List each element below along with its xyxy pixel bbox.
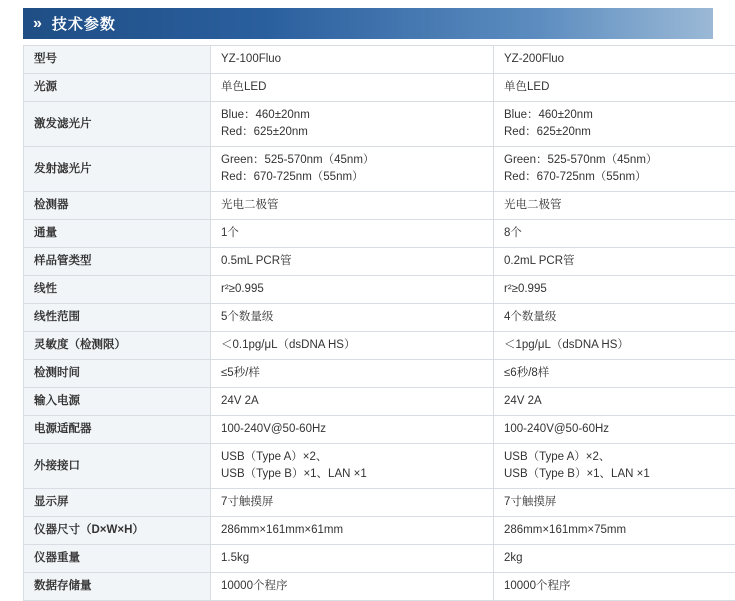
table-row (24, 192, 735, 220)
spec-value-cell-2 (494, 360, 735, 388)
table-row (24, 220, 735, 248)
spec-value-cell-1 (211, 489, 494, 517)
table-row (24, 444, 735, 489)
spec-value-cell-1 (211, 304, 494, 332)
spec-value-line: 0.2mL PCR管 (504, 253, 735, 270)
spec-value-cell-1 (211, 573, 494, 601)
specifications-table (23, 45, 735, 601)
spec-value-line: 24V 2A (504, 393, 735, 410)
spec-value-line: 单色LED (221, 79, 483, 96)
spec-value-cell-2 (494, 489, 735, 517)
spec-value-line: 100-240V@50-60Hz (221, 421, 483, 438)
spec-value-cell-2 (494, 220, 735, 248)
spec-value-cell-1 (211, 74, 494, 102)
table-row (24, 248, 735, 276)
spec-value-line: Red：670-725nm（55nm） (504, 169, 735, 186)
spec-label-cell: 线性 (24, 276, 211, 304)
spec-value-cell-2 (494, 545, 735, 573)
spec-label-cell: 型号 (24, 46, 211, 74)
spec-value-line: Blue：460±20nm (504, 107, 735, 124)
spec-label-cell: 线性范围 (24, 304, 211, 332)
spec-value-line: YZ-200Fluo (504, 51, 735, 68)
spec-value-cell-1 (211, 46, 494, 74)
spec-label-cell: 仪器重量 (24, 545, 211, 573)
spec-value-line: YZ-100Fluo (221, 51, 483, 68)
table-row (24, 74, 735, 102)
spec-label-cell: 灵敏度（检测限） (24, 332, 211, 360)
spec-value-cell-2 (494, 248, 735, 276)
table-row (24, 102, 735, 147)
spec-value-line: 5个数量级 (221, 309, 483, 326)
table-row (24, 517, 735, 545)
spec-value-line: 1个 (221, 225, 483, 242)
spec-label-cell: 仪器尺寸（D×W×H） (24, 517, 211, 545)
table-row (24, 332, 735, 360)
spec-value-line: Red：625±20nm (221, 124, 483, 141)
spec-value-line: 单色LED (504, 79, 735, 96)
spec-value-line: 286mm×161mm×75mm (504, 522, 735, 539)
spec-value-line: r²≥0.995 (504, 281, 735, 298)
table-row (24, 489, 735, 517)
spec-value-line: ≤6秒/8样 (504, 365, 735, 382)
spec-value-cell-1 (211, 360, 494, 388)
spec-value-cell-1 (211, 102, 494, 147)
spec-value-line: 286mm×161mm×61mm (221, 522, 483, 539)
spec-value-line: 8个 (504, 225, 735, 242)
spec-label-cell: 显示屏 (24, 489, 211, 517)
spec-value-cell-1 (211, 545, 494, 573)
spec-label-cell: 外接接口 (24, 444, 211, 489)
spec-value-line: USB（Type B）×1、LAN ×1 (221, 466, 483, 483)
spec-value-line: Blue：460±20nm (221, 107, 483, 124)
spec-value-cell-1 (211, 517, 494, 545)
spec-value-line: 100-240V@50-60Hz (504, 421, 735, 438)
double-chevron-right-icon: » (33, 16, 40, 32)
spec-value-line: 7寸触摸屏 (221, 494, 483, 511)
spec-value-line: 10000个程序 (504, 578, 735, 595)
spec-value-line: 2kg (504, 550, 735, 567)
spec-value-line: 4个数量级 (504, 309, 735, 326)
section-header (23, 8, 713, 39)
spec-value-cell-1 (211, 276, 494, 304)
spec-value-line: 0.5mL PCR管 (221, 253, 483, 270)
spec-value-cell-2 (494, 276, 735, 304)
table-row (24, 388, 735, 416)
spec-value-line: Red：625±20nm (504, 124, 735, 141)
spec-value-cell-2 (494, 304, 735, 332)
spec-value-line: USB（Type A）×2、 (221, 449, 483, 466)
spec-label-cell: 激发滤光片 (24, 102, 211, 147)
spec-label-cell: 数据存储量 (24, 573, 211, 601)
spec-value-line: Green：525-570nm（45nm） (504, 152, 735, 169)
spec-value-cell-1 (211, 192, 494, 220)
spec-value-cell-2 (494, 573, 735, 601)
spec-value-line: 1.5kg (221, 550, 483, 567)
spec-label-cell: 通量 (24, 220, 211, 248)
spec-value-line: ＜0.1pg/μL（dsDNA HS） (221, 337, 483, 354)
spec-value-cell-1 (211, 332, 494, 360)
spec-value-line: ＜1pg/μL（dsDNA HS） (504, 337, 735, 354)
spec-value-cell-2 (494, 416, 735, 444)
spec-value-cell-2 (494, 102, 735, 147)
spec-value-cell-2 (494, 192, 735, 220)
spec-value-line: 光电二极管 (221, 197, 483, 214)
spec-value-cell-1 (211, 416, 494, 444)
spec-value-line: ≤5秒/样 (221, 365, 483, 382)
table-row (24, 416, 735, 444)
spec-value-cell-2 (494, 517, 735, 545)
page-title: 技术参数 (52, 13, 116, 34)
spec-value-line: Green：525-570nm（45nm） (221, 152, 483, 169)
spec-value-cell-2 (494, 444, 735, 489)
spec-value-line: USB（Type B）×1、LAN ×1 (504, 466, 735, 483)
spec-value-cell-2 (494, 74, 735, 102)
table-row (24, 573, 735, 601)
spec-value-line: 24V 2A (221, 393, 483, 410)
spec-label-cell: 样品管类型 (24, 248, 211, 276)
spec-value-cell-1 (211, 388, 494, 416)
table-row (24, 46, 735, 74)
specifications-table-wrapper (23, 45, 713, 601)
spec-value-line: 光电二极管 (504, 197, 735, 214)
spec-value-cell-1 (211, 147, 494, 192)
spec-value-cell-1 (211, 220, 494, 248)
spec-value-cell-2 (494, 46, 735, 74)
table-row (24, 360, 735, 388)
spec-label-cell: 电源适配器 (24, 416, 211, 444)
spec-label-cell: 检测时间 (24, 360, 211, 388)
spec-value-line: USB（Type A）×2、 (504, 449, 735, 466)
spec-value-cell-2 (494, 388, 735, 416)
spec-label-cell: 发射滤光片 (24, 147, 211, 192)
table-row (24, 147, 735, 192)
spec-value-line: r²≥0.995 (221, 281, 483, 298)
spec-value-line: 7寸触摸屏 (504, 494, 735, 511)
spec-value-line: Red：670-725nm（55nm） (221, 169, 483, 186)
table-row (24, 276, 735, 304)
spec-value-cell-1 (211, 248, 494, 276)
spec-label-cell: 检测器 (24, 192, 211, 220)
spec-value-cell-1 (211, 444, 494, 489)
spec-label-cell: 输入电源 (24, 388, 211, 416)
spec-label-cell: 光源 (24, 74, 211, 102)
spec-value-cell-2 (494, 332, 735, 360)
table-row (24, 545, 735, 573)
spec-value-line: 10000个程序 (221, 578, 483, 595)
table-row (24, 304, 735, 332)
spec-value-cell-2 (494, 147, 735, 192)
